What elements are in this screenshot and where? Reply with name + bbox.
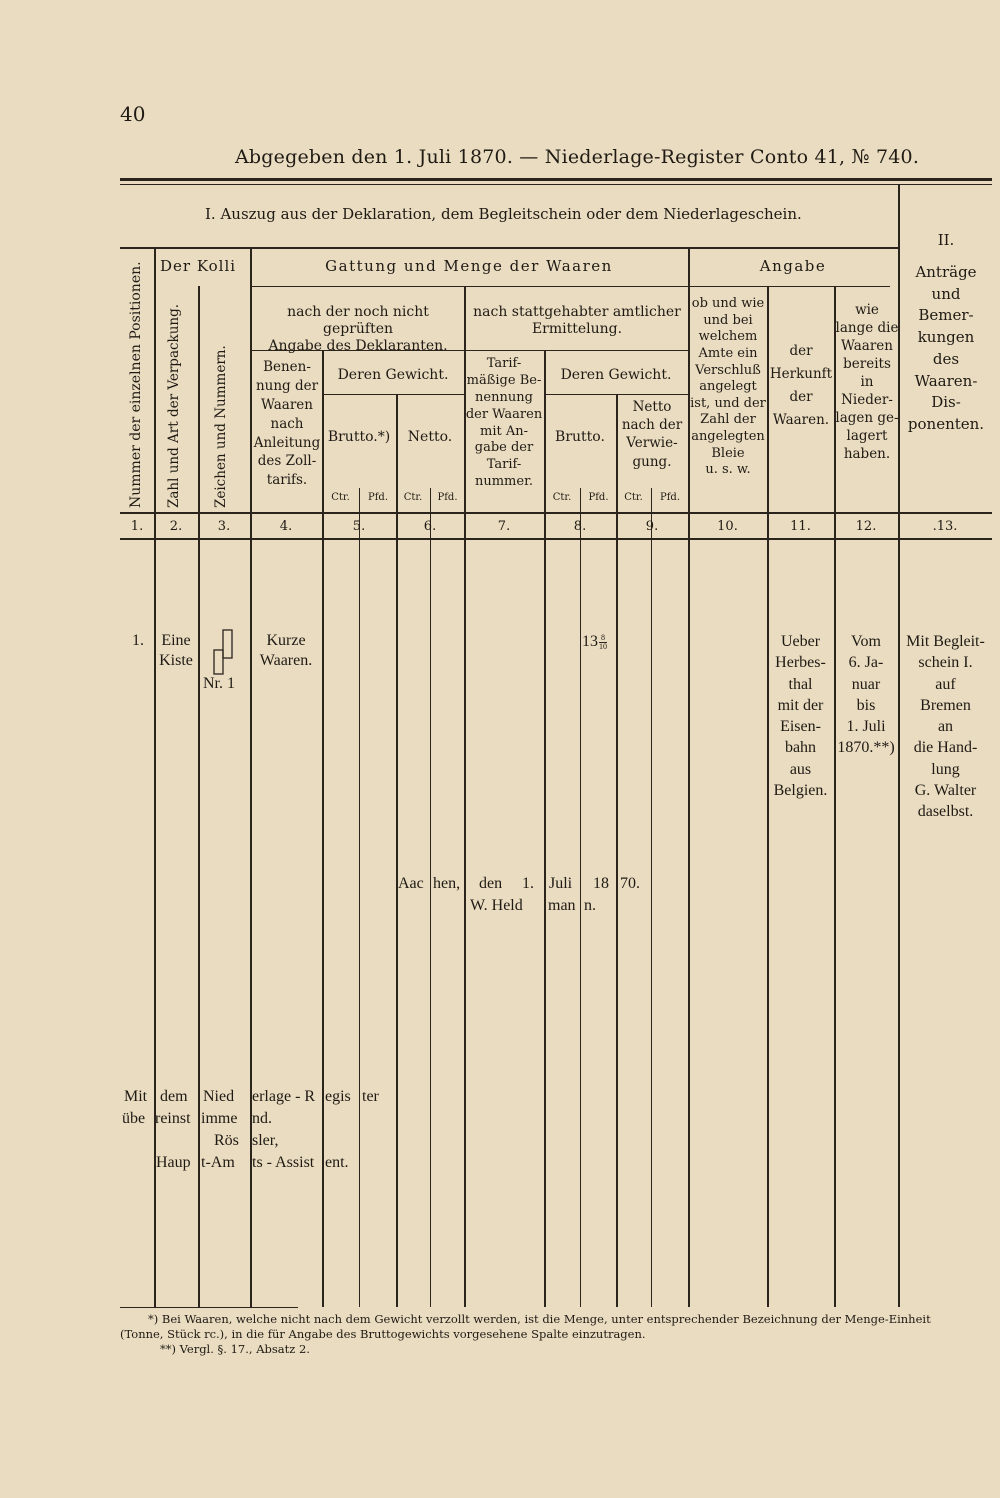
header-line: ist, und der (690, 395, 766, 411)
header-line: Verschluß (695, 362, 761, 378)
col-rule (198, 286, 200, 1307)
official-word: dem (160, 1088, 188, 1105)
section-two-line: kungen (917, 328, 975, 346)
col-number: 4. (279, 519, 293, 534)
header-line: angelegt (699, 379, 757, 395)
header-line: Netto (632, 399, 672, 415)
header-line: Waaren (841, 337, 893, 354)
header-herkunft (768, 340, 834, 432)
section-one-title: I. Auszug aus der Deklaration, dem Begleitschein oder dem Niederlageschein. (205, 205, 802, 223)
entry-goods (250, 631, 322, 670)
header-line: gung. (632, 453, 672, 470)
header-line: der (789, 388, 813, 405)
official-word: t-Am (201, 1154, 235, 1171)
header-line: Nieder- (841, 391, 893, 408)
unit-ctr: Ctr. (403, 492, 423, 503)
official-word: ts - Assist (252, 1154, 315, 1171)
footnote-rule (120, 1307, 298, 1308)
section-two-line: ponenten. (907, 415, 985, 433)
col-number: 10. (717, 519, 738, 534)
entry-line: mit der (777, 696, 824, 714)
section-two-line: Anträge (915, 262, 977, 281)
unit-pfd: Pfd. (367, 492, 388, 503)
section-two-line: und (931, 284, 961, 303)
section-two-line: Waaren- (914, 371, 978, 390)
gattung-rule (250, 286, 890, 287)
official-word: nd. (252, 1110, 272, 1127)
entry-line: Ueber (780, 633, 821, 650)
entry-line: bis (856, 696, 876, 714)
col-number: 12. (855, 519, 877, 534)
section-two-heading (900, 230, 992, 436)
entry-line: Belgien. (773, 781, 828, 799)
header-brutto-declared: Brutto.*) (327, 429, 391, 445)
header-kolli-marks: Zeichen und Nummern. (213, 345, 229, 508)
header-line: nummer. (474, 474, 533, 490)
header-line: nung der (255, 377, 319, 394)
col-number: 5. (352, 519, 366, 534)
header-deren-gewicht-official: Deren Gewicht. (560, 367, 672, 383)
header-line: Tarif- (486, 457, 522, 473)
header-line: der (789, 343, 813, 359)
entry-line: G. Walter (914, 781, 977, 799)
table-top-rule (120, 247, 898, 249)
signature-name: n. (584, 897, 596, 914)
header-official-line: Ermittelung. (531, 321, 623, 338)
signature-word: den (479, 875, 503, 892)
entry-kolli (154, 631, 198, 670)
entry-line: die Hand- (913, 739, 978, 757)
entry-line: Eine (161, 632, 191, 649)
section-two-roman: II. (937, 231, 955, 249)
entry-brutto (582, 634, 607, 651)
header-line: und bei (703, 312, 753, 328)
header-declared-line: Angabe des Deklaranten. (268, 338, 448, 355)
official-word: Nied (203, 1088, 235, 1105)
header-line: mäßige Be- (466, 372, 542, 388)
header-line: Benen- (263, 359, 311, 375)
entry-line: 1870.**) (837, 739, 895, 757)
official-word: ter (362, 1088, 379, 1105)
entry-line: Eisen- (780, 718, 821, 736)
footnote-1-cont: (Tonne, Stück rc.), in die für Angabe des Bruttogewichts vorgesehene Spalte einzutragen. (120, 1327, 646, 1341)
header-line: nennung (475, 389, 533, 405)
header-line: welchem (698, 329, 758, 345)
col-number: 11. (790, 519, 811, 534)
header-line: bereits (843, 355, 891, 372)
header-line: Amte ein (698, 345, 758, 361)
signature-word: hen, (433, 875, 461, 892)
header-line: wie (855, 302, 879, 318)
header-kolli: Der Kolli (160, 257, 237, 275)
entry-line: Herbes- (775, 654, 826, 672)
signature-word: 18 (593, 875, 609, 892)
entry-line: Waaren. (259, 651, 313, 669)
entry-marks-number: Nr. 1 (203, 675, 235, 692)
signature-word: 1. (522, 875, 534, 892)
header-tarif (464, 356, 544, 491)
entry-line: Mit Begleit- (906, 633, 985, 650)
gewicht-rule-1 (322, 394, 464, 395)
official-word: sler, (252, 1132, 279, 1149)
section-two-line: Dis- (931, 393, 961, 412)
col-number: .13. (932, 519, 958, 534)
col-number: 7. (497, 519, 511, 534)
section-two-line: Bemer- (918, 306, 974, 325)
official-word: Mit (124, 1088, 148, 1105)
col-rule-thin (359, 488, 360, 1307)
footnote-2: **) Vergl. §. 17., Absatz 2. (160, 1342, 310, 1356)
header-line: lagen ge- (835, 409, 899, 426)
entry-brutto-num: 8 (601, 633, 605, 642)
header-line: mit An- (480, 423, 528, 439)
header-rule-thin (120, 184, 992, 185)
official-word: erlage - R (252, 1088, 316, 1105)
header-line: Waaren (261, 396, 313, 413)
header-verschluss (688, 296, 768, 479)
header-line: Tarif- (486, 356, 522, 371)
header-line: haben. (843, 445, 891, 462)
header-line: Verwie- (626, 435, 678, 452)
unit-ctr: Ctr. (552, 492, 572, 503)
col-rule-thin (580, 488, 581, 1307)
official-word: übe (122, 1110, 146, 1127)
header-deren-gewicht-declared: Deren Gewicht. (337, 367, 449, 383)
header-line: ob und wie (691, 296, 765, 311)
entry-line: Vom (851, 633, 881, 650)
header-benennung (252, 358, 322, 490)
signature-word: 70. (620, 875, 640, 892)
header-gattung: Gattung und Menge der Waaren (325, 257, 613, 275)
unit-pfd: Pfd. (588, 492, 609, 503)
col-number: 1. (130, 519, 144, 534)
entry-lagerdauer (834, 631, 898, 759)
entry-herkunft (767, 631, 834, 801)
header-brutto-official: Brutto. (555, 429, 605, 445)
header-line: angelegten (691, 429, 765, 444)
entry-line: thal (788, 675, 813, 693)
header-line: Bleie (711, 445, 745, 461)
unit-ctr: Ctr. (331, 492, 350, 503)
col-number: 8. (573, 519, 587, 534)
signature-word: Juli (549, 875, 573, 892)
entry-line: nuar (851, 675, 881, 693)
unit-pfd: Pfd. (437, 492, 458, 503)
col-number: 9. (645, 519, 659, 534)
unit-pfd: Pfd. (659, 492, 680, 503)
entry-line: aus (789, 760, 812, 778)
header-declared (252, 304, 464, 355)
header-official-line: nach stattgehabter amtlicher (473, 304, 681, 320)
col-number: 2. (169, 519, 183, 534)
official-word: reinst (155, 1110, 191, 1127)
header-line: Waaren. (772, 411, 830, 428)
page-number: 40 (120, 102, 146, 126)
signature-name: W. Held (470, 897, 523, 914)
header-line: tarifs. (266, 472, 308, 489)
footnote-1: *) Bei Waaren, welche nicht nach dem Gewicht verzollt werden, ist die Menge, unter entsprechender Bezeichnung der Menge-Einheit (148, 1312, 931, 1326)
header-line: lagert (846, 427, 888, 444)
col-number: 6. (423, 519, 437, 534)
header-kolli-count: Zahl und Art der Verpackung. (166, 303, 182, 508)
official-word: Rös (214, 1132, 239, 1149)
section-two-line: des (932, 349, 960, 368)
entry-remarks (899, 631, 992, 822)
header-line: Anleitung (253, 434, 321, 451)
header-lagerdauer (835, 302, 899, 464)
header-line: des Zoll- (257, 453, 317, 470)
header-line: u. s. w. (705, 462, 751, 478)
signature-word: Aac (398, 875, 424, 892)
header-line: nach der (621, 417, 683, 434)
page-header: Abgegeben den 1. Juli 1870. — Niederlage-Register Conto 41, № 740. (235, 146, 920, 168)
header-official (466, 304, 688, 338)
entry-line: 1. Juli (846, 718, 886, 736)
header-pos-number: Nummer der einzelnen Positionen. (128, 261, 144, 508)
header-netto-official (616, 398, 688, 471)
col-number: 3. (217, 519, 231, 534)
official-word: egis (325, 1088, 351, 1105)
entry-line: lung (931, 760, 960, 778)
entry-line: bahn (784, 739, 817, 757)
package-mark-icon (208, 628, 238, 678)
header-line: Herkunft (769, 365, 833, 382)
header-line: gabe der (474, 440, 534, 456)
header-line: der Waaren (465, 406, 543, 422)
header-declared-line: nach der noch nicht geprüften (287, 304, 429, 338)
entry-line: an (937, 718, 954, 736)
header-line: in (860, 373, 874, 390)
entry-line: 6. Ja- (848, 654, 884, 672)
official-word: ent. (325, 1154, 349, 1171)
entry-pos: 1. (132, 632, 144, 649)
header-netto-declared: Netto. (407, 429, 453, 445)
entry-line: Bremen (920, 696, 971, 714)
entry-brutto-den: 10 (599, 642, 607, 651)
header-line: nach (270, 415, 304, 432)
entry-line: schein I. (918, 654, 973, 672)
signature-name: man (548, 897, 576, 914)
entry-line: daselbst. (917, 803, 974, 821)
header-rule (120, 178, 992, 181)
entry-line: Kurze (266, 632, 306, 649)
entry-brutto-fraction (599, 634, 607, 651)
header-line: lange die (835, 319, 899, 336)
entry-line: auf (935, 675, 956, 693)
col-rule-thin (430, 488, 431, 1307)
official-word: imme (201, 1110, 238, 1127)
official-word: Haup (156, 1154, 191, 1171)
entry-line: Kiste (159, 651, 193, 669)
entry-brutto-whole: 13 (582, 633, 598, 650)
col-rule-thin (651, 488, 652, 1307)
unit-ctr: Ctr. (624, 492, 643, 503)
col-rule (154, 247, 156, 1307)
header-line: Zahl der (700, 412, 756, 428)
header-angabe: Angabe (759, 257, 827, 275)
